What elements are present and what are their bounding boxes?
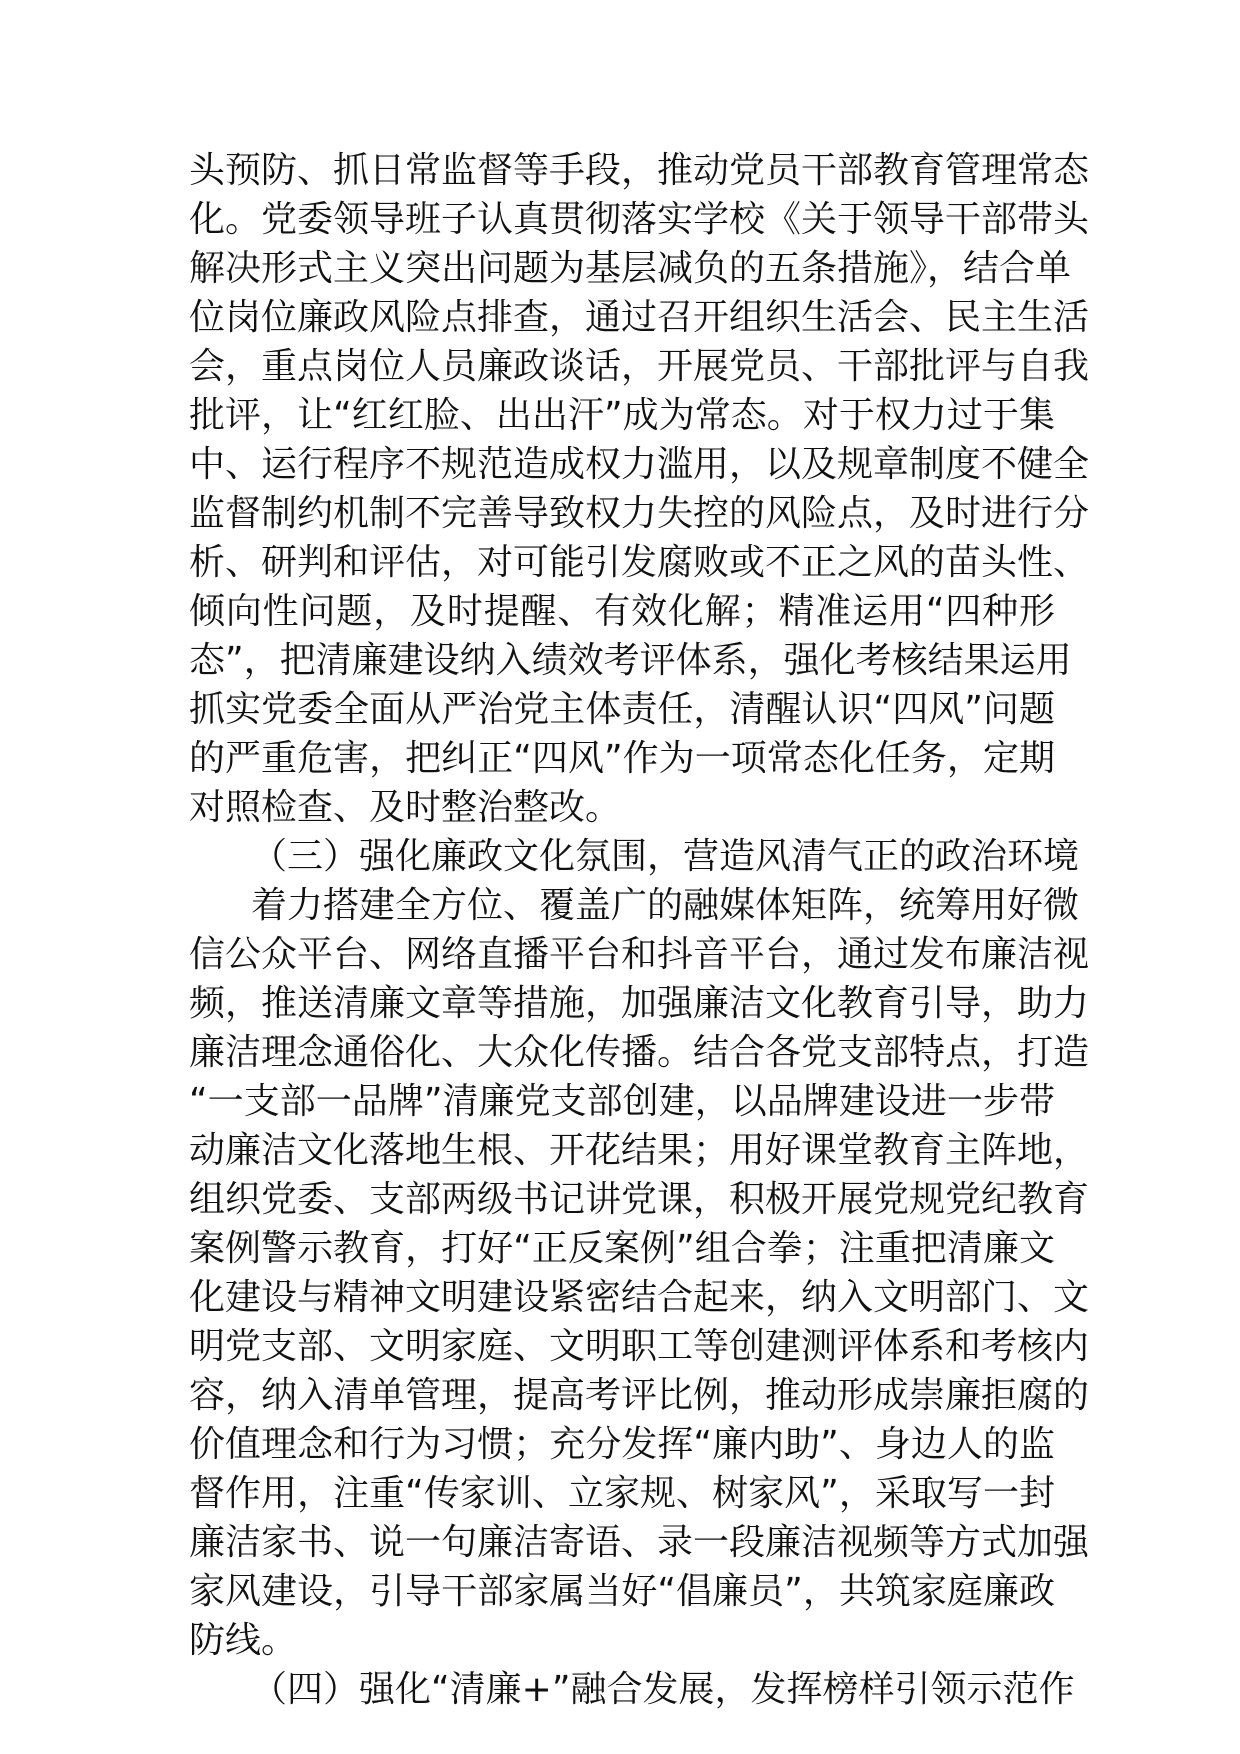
text-line: 家风建设，引导干部家属当好“倡廉员”，共筑家庭廉政 <box>189 1571 1055 1612</box>
heading-line: （四）强化“清廉+”融合发展，发挥榜样引领示范作 <box>251 1669 1075 1710</box>
text-line: 频，推送清廉文章等措施，加强廉洁文化教育引导，助力 <box>189 983 1090 1024</box>
text-line: 督作用，注重“传家训、立家规、树家风”，采取写一封 <box>189 1473 1055 1514</box>
text-line: 信公众平台、网络直播平台和抖音平台，通过发布廉洁视 <box>189 934 1090 975</box>
text-line: 案例警示教育，打好“正反案例”组合拳；注重把清廉文 <box>189 1228 1055 1269</box>
text-line: 抓实党委全面从严治党主体责任，清醒认识“四风”问题 <box>189 689 1055 730</box>
section-heading <box>189 832 1080 881</box>
body-paragraph <box>189 881 1090 1665</box>
text-line: 价值理念和行为习惯；充分发挥“廉内助”、身边人的监 <box>189 1424 1055 1465</box>
text-line: 的严重危害，把纠正“四风”作为一项常态化任务，定期 <box>189 738 1055 779</box>
text-line: 倾向性问题，及时提醒、有效化解；精准运用“四种形 <box>189 591 1055 632</box>
text-line: 监督制约机制不完善导致权力失控的风险点，及时进行分 <box>189 493 1090 534</box>
text-line: 解决形式主义突出问题为基层减负的五条措施》，结合单 <box>189 248 1072 289</box>
text-line: 化。党委领导班子认真贯彻落实学校《关于领导干部带头 <box>189 199 1090 240</box>
text-line: 批评，让“红红脸、出出汗”成为常态。对于权力过于集 <box>189 395 1055 436</box>
section-heading <box>189 1665 1075 1714</box>
text-line: 动廉洁文化落地生根、开花结果；用好课堂教育主阵地， <box>189 1130 1090 1171</box>
text-line: 防线。 <box>189 1620 298 1661</box>
text-line: 中、运行程序不规范造成权力滥用，以及规章制度不健全 <box>189 444 1090 485</box>
text-line: 化建设与精神文明建设紧密结合起来，纳入文明部门、文 <box>189 1277 1090 1318</box>
text-line: 位岗位廉政风险点排查，通过召开组织生活会、民主生活 <box>189 297 1090 338</box>
text-line: 组织党委、支部两级书记讲党课，积极开展党规党纪教育 <box>189 1179 1090 1220</box>
text-line: “一支部一品牌”清廉党支部创建，以品牌建设进一步带 <box>189 1081 1055 1122</box>
text-line: 头预防、抓日常监督等手段，推动党员干部教育管理常态 <box>189 150 1090 191</box>
text-line: 对照检查、及时整治整改。 <box>189 787 622 828</box>
text-line: 廉洁理念通俗化、大众化传播。结合各党支部特点，打造 <box>189 1032 1090 1073</box>
text-line: 廉洁家书、说一句廉洁寄语、录一段廉洁视频等方式加强 <box>189 1522 1090 1563</box>
text-line: 容，纳入清单管理，提高考评比例，推动形成崇廉拒腐的 <box>189 1375 1090 1416</box>
text-line: 析、研判和评估，对可能引发腐败或不正之风的苗头性、 <box>189 542 1090 583</box>
text-line: 态”，把清廉建设纳入绩效考评体系，强化考核结果运用 <box>189 640 1072 681</box>
body-paragraph <box>189 146 1090 832</box>
text-line: 着力搭建全方位、覆盖广的融媒体矩阵，统筹用好微 <box>251 885 1080 926</box>
text-line: 会，重点岗位人员廉政谈话，开展党员、干部批评与自我 <box>189 346 1090 387</box>
text-line: 明党支部、文明家庭、文明职工等创建测评体系和考核内 <box>189 1326 1090 1367</box>
document-page <box>189 146 1090 1714</box>
heading-line: （三）强化廉政文化氛围，营造风清气正的政治环境 <box>251 836 1080 877</box>
